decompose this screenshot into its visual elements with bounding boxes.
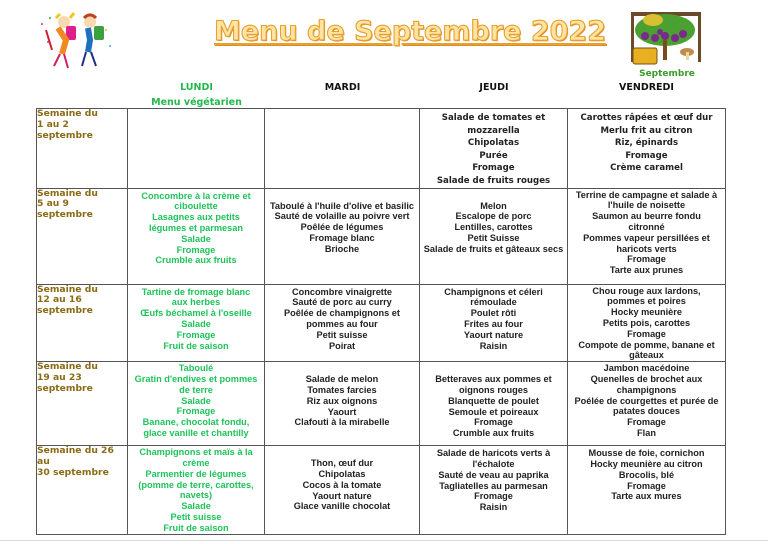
- menu-cell-lundi: [128, 446, 265, 534]
- week-label-line: 1 au 2 septembre: [37, 118, 93, 141]
- dish-item: Fromage: [474, 417, 513, 428]
- dish-item: Banane, chocolat fondu,: [142, 417, 250, 428]
- menu-cell-jeudi: [420, 362, 568, 446]
- dish-item: Champignons et maïs à la: [139, 447, 253, 458]
- dish-item: Salade de haricots verts à: [436, 448, 551, 459]
- column-header-vendredi: [568, 82, 725, 93]
- dish-item: Tagliatelles au parmesan: [439, 480, 548, 491]
- week-label-line: 5 au 9 septembre: [37, 198, 93, 221]
- dish-item: Jambon macédoine: [603, 363, 690, 374]
- dish-item: Brioche: [324, 243, 360, 254]
- dish-item: Riz, épinards: [614, 138, 679, 149]
- week-label-line: Semaine du: [37, 361, 98, 373]
- dish-item: Hocky meunière au citron: [590, 458, 703, 469]
- dish-item: Champignons et céleri: [444, 286, 543, 297]
- dish-item: champignons: [616, 384, 677, 395]
- dish-item: Fromage: [472, 163, 515, 174]
- dish-item: Petits pois, carottes: [602, 317, 691, 328]
- dish-item: Fruit de saison: [163, 522, 229, 533]
- dish-item: Lentilles, carottes: [454, 222, 533, 233]
- dish-item: Quenelles de brochet aux: [590, 373, 703, 384]
- dish-item: Mousse de foie, cornichon: [588, 448, 705, 459]
- dish-item: Salade de melon: [305, 374, 379, 385]
- dish-item: Petit suisse: [170, 511, 222, 522]
- menu-cell-jeudi: [420, 446, 568, 534]
- dish-item: Parmentier de légumes: [145, 468, 247, 479]
- dish-item: Sauté de volaille au poivre vert: [274, 211, 410, 222]
- menu-cell-mardi: [265, 362, 420, 446]
- menu-cell-lundi: [128, 188, 265, 284]
- dish-item: aux herbes: [171, 297, 221, 308]
- dish-item: glace vanille et chantilly: [143, 427, 249, 438]
- vegetarian-menu-label: Menu végétarien: [151, 97, 242, 108]
- vendredi-label: VENDREDI: [619, 82, 674, 93]
- dish-item: rémoulade: [470, 297, 517, 308]
- dish-item: Poulet rôti: [470, 308, 517, 319]
- menu-cell-jeudi: [420, 284, 568, 362]
- dish-item: Lasagnes aux petits: [152, 212, 240, 223]
- week-label: [37, 446, 128, 534]
- menu-cell-mardi: [265, 284, 420, 362]
- page-divider: [0, 540, 768, 541]
- menu-cell-vendredi: [568, 109, 726, 189]
- column-header-mardi: [265, 82, 420, 93]
- dish-item: Petit Suisse: [467, 232, 520, 243]
- children-schoolbags-image: [36, 10, 116, 72]
- menu-cell-vendredi: [568, 362, 726, 446]
- week-label: [37, 109, 128, 189]
- week-label-line: septembre: [37, 382, 93, 394]
- dish-item: Fromage: [474, 491, 513, 502]
- dish-item: Hocky meunière: [611, 307, 682, 318]
- dish-item: Cocos à la tomate: [302, 479, 382, 490]
- dish-item: Poêlée de champignons et: [284, 308, 400, 319]
- menu-cell-jeudi: [420, 109, 568, 189]
- dish-item: pommes et poires: [607, 296, 686, 307]
- dish-item: Crème caramel: [610, 163, 683, 174]
- dish-item: Brocolis, blé: [618, 469, 675, 480]
- week-label: [37, 188, 128, 284]
- dish-item: Crumble aux fruits: [155, 255, 237, 266]
- menu-cell-lundi: [128, 284, 265, 362]
- week-label-line: 12 au 16: [37, 294, 82, 306]
- menu-cell-mardi: [265, 446, 420, 534]
- dish-item: Salade: [181, 233, 211, 244]
- dish-item: Fromage: [176, 244, 216, 255]
- lundi-label: LUNDI: [180, 82, 213, 93]
- week-label-line: Semaine du 26 au: [37, 445, 114, 467]
- dish-item: légumes et parmesan: [149, 222, 243, 233]
- dish-item: Poélée de courgettes et purée de: [574, 395, 719, 406]
- dish-item: Pommes vapeur persillées et: [583, 232, 710, 243]
- dish-item: Thon, œuf dur: [310, 458, 374, 469]
- menu-cell-vendredi: [568, 284, 726, 362]
- menu-cell-jeudi: [420, 188, 568, 284]
- dish-item: Salade de fruits rouges: [436, 175, 551, 186]
- dish-item: Terrine de campagne et salade à: [575, 189, 718, 200]
- dish-item: pommes au four: [306, 318, 378, 329]
- dish-item: Poirat: [328, 340, 356, 351]
- dish-item: Salade de fruits et gâteaux secs: [423, 243, 564, 254]
- dish-item: gâteaux: [629, 350, 664, 361]
- week-row: [37, 109, 726, 189]
- column-header-jeudi: [420, 82, 568, 93]
- dish-item: navets): [179, 490, 213, 501]
- dish-item: de terre: [179, 384, 213, 395]
- dish-item: Fromage: [176, 406, 216, 417]
- menu-cell-vendredi: [568, 188, 726, 284]
- dish-item: Carottes râpées et œuf dur: [580, 113, 713, 123]
- week-label: [37, 284, 128, 362]
- mardi-label: MARDI: [324, 82, 361, 93]
- dish-item: Chipolatas: [318, 468, 366, 479]
- dish-item: Riz aux oignons: [306, 395, 378, 406]
- dish-item: Tarte aux prunes: [609, 265, 684, 276]
- dish-item: patates douces: [613, 406, 680, 417]
- dish-item: Tarte aux mures: [611, 491, 682, 502]
- dish-item: Semoule et poireaux: [448, 406, 539, 417]
- week-label-line: Semaine du: [37, 283, 98, 295]
- dish-item: Raisin: [479, 502, 508, 513]
- menu-cell-mardi: [265, 109, 420, 189]
- week-label-line: Semaine du: [37, 187, 98, 199]
- dish-item: Concombre vinaigrette: [291, 286, 393, 297]
- menu-cell-mardi: [265, 188, 420, 284]
- september-tree-image: [625, 8, 707, 80]
- september-caption: Septembre: [639, 69, 695, 79]
- dish-item: Gratin d'endives et pommes: [134, 373, 258, 384]
- dish-item: ciboulette: [174, 201, 218, 212]
- dish-item: Salade: [181, 318, 211, 329]
- dish-item: Yaourt nature: [463, 329, 524, 340]
- week-row: [37, 284, 726, 362]
- dish-item: l'huile de noisette: [607, 200, 686, 211]
- week-label: [37, 362, 128, 446]
- dish-item: Salade de tomates et mozzarella: [441, 113, 546, 136]
- dish-item: Sauté de porc au curry: [292, 297, 392, 308]
- week-label-line: Semaine du: [37, 108, 98, 119]
- dish-item: oignons rouges: [459, 384, 528, 395]
- dish-item: Purée: [479, 150, 508, 161]
- dish-item: Glace vanille chocolat: [293, 501, 391, 512]
- jeudi-label: JEUDI: [479, 82, 509, 93]
- dish-item: Compote de pomme, banane et: [578, 339, 715, 350]
- dish-item: Yaourt: [327, 406, 357, 417]
- week-row: [37, 362, 726, 446]
- dish-item: Escalope de porc: [455, 211, 532, 222]
- page-title: Menu de Septembre 2022: [214, 16, 607, 47]
- dish-item: Fromage: [627, 480, 666, 491]
- dish-item: Melon: [480, 200, 507, 211]
- dish-item: Tomates farcies: [307, 384, 377, 395]
- column-header-lundi: [128, 82, 265, 108]
- dish-item: Fromage: [625, 150, 668, 161]
- dish-item: l'échalote: [472, 458, 515, 469]
- week-label-line: septembre: [37, 305, 93, 317]
- week-row: [37, 446, 726, 534]
- dish-item: Tartine de fromage blanc: [141, 286, 251, 297]
- dish-item: Merlu frit au citron: [600, 125, 693, 136]
- menu-table: [36, 108, 726, 535]
- dish-item: Chou rouge aux lardons,: [592, 285, 701, 296]
- dish-item: Raisin: [479, 340, 508, 351]
- dish-item: Salade: [181, 501, 211, 512]
- dish-item: Fromage: [176, 329, 216, 340]
- dish-item: Œufs béchamel à l'oseille: [140, 308, 252, 319]
- week-row: [37, 188, 726, 284]
- dish-item: haricots verts: [616, 243, 677, 254]
- dish-item: Saumon au beurre fondu: [592, 211, 701, 222]
- dish-item: Blanquette de poulet: [448, 395, 539, 406]
- dish-item: Petit suisse: [316, 329, 368, 340]
- dish-item: Fruit de saison: [163, 340, 229, 351]
- menu-cell-lundi: [128, 362, 265, 446]
- dish-item: Chipolatas: [467, 138, 520, 149]
- dish-item: Sauté de veau au paprika: [438, 469, 549, 480]
- dish-item: citronné: [628, 221, 665, 232]
- dish-item: Poêlée de légumes: [300, 222, 384, 233]
- week-label-line: 19 au 23: [37, 371, 82, 383]
- dish-item: Flan: [637, 427, 656, 438]
- dish-item: crème: [182, 457, 210, 468]
- menu-cell-vendredi: [568, 446, 726, 534]
- dish-item: Crumble aux fruits: [452, 428, 535, 439]
- dish-item: Betteraves aux pommes et: [435, 374, 552, 385]
- dish-item: Frites au four: [464, 318, 523, 329]
- dish-item: Taboulé: [178, 363, 214, 374]
- dish-item: Fromage blanc: [309, 232, 375, 243]
- dish-item: Fromage: [627, 254, 666, 265]
- dish-item: Taboulé à l'huile d'olive et basilic: [269, 200, 415, 211]
- dish-item: Yaourt nature: [312, 490, 372, 501]
- dish-item: Salade: [181, 395, 211, 406]
- week-label-line: 30 septembre: [37, 466, 109, 478]
- menu-cell-lundi: [128, 109, 265, 189]
- dish-item: Concombre à la crème et: [141, 190, 251, 201]
- dish-item: Fromage: [627, 328, 666, 339]
- dish-item: (pomme de terre, carottes,: [138, 479, 254, 490]
- dish-item: Fromage: [627, 417, 666, 428]
- dish-item: Clafouti à la mirabelle: [294, 417, 390, 428]
